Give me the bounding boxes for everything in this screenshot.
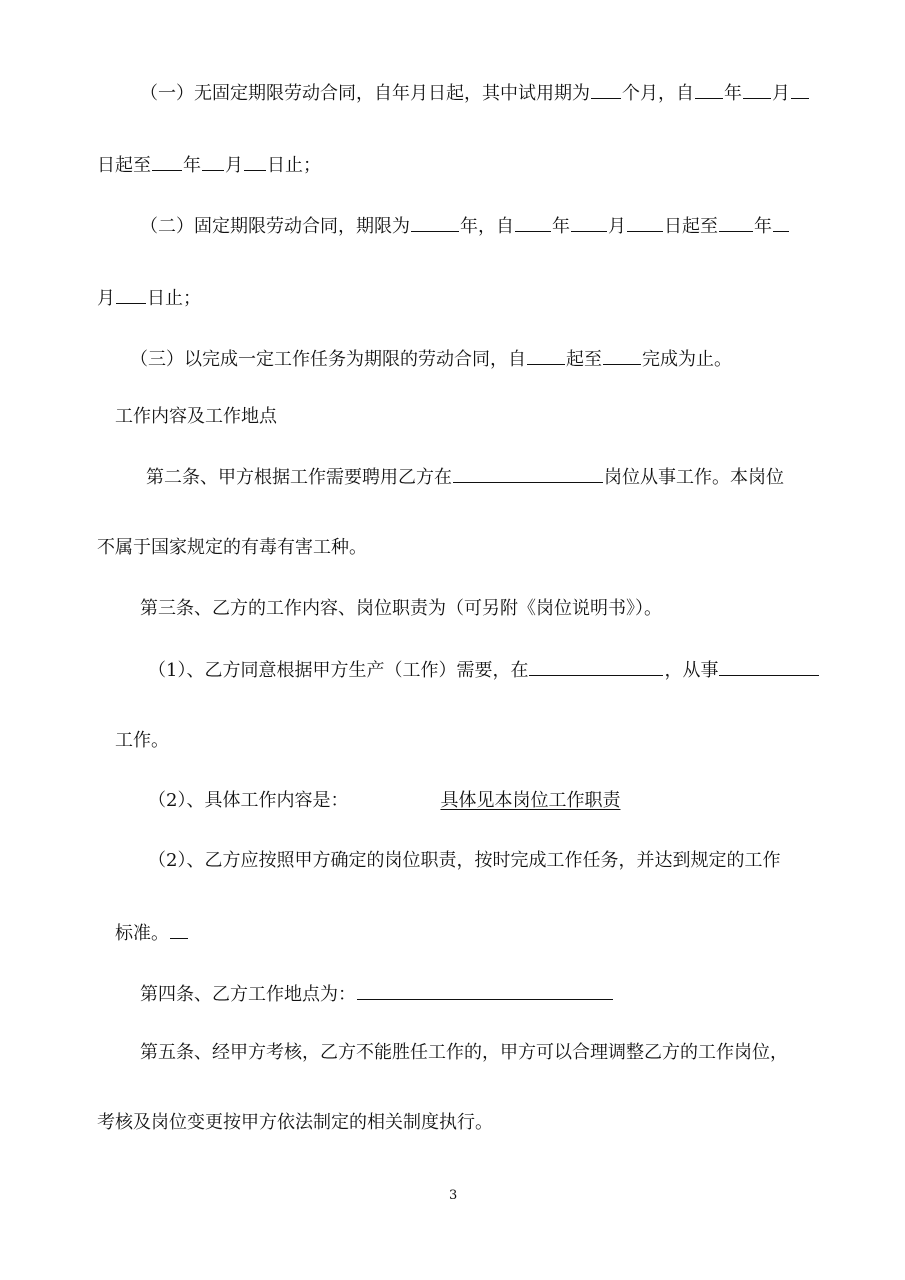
work-type-blank bbox=[719, 657, 819, 676]
end-year-blank bbox=[152, 152, 182, 171]
article-3-item-2b-line-1: （2）、乙方应按照甲方确定的岗位职责，按时完成工作任务，并达到规定的工作 bbox=[148, 850, 781, 871]
clause-term-2-line-1: （二）固定期限劳动合同，期限为 年，自 年 月 日起至 年 bbox=[140, 213, 790, 239]
start-day-blank bbox=[791, 80, 809, 99]
clause-term-3: （三）以完成一定工作任务为期限的劳动合同，自 起至 完成为止。 bbox=[130, 346, 732, 372]
start-month-blank bbox=[743, 80, 771, 99]
end-month-blank bbox=[202, 152, 224, 171]
article-3-item-2b-line-2: 标准。 bbox=[115, 920, 189, 946]
fixed-end-month-blank bbox=[773, 213, 789, 232]
workplace-blank bbox=[357, 981, 613, 1000]
task-end-blank bbox=[603, 346, 641, 365]
clause-term-1-line-2: 日起至 年 月 日止； bbox=[97, 152, 321, 178]
article-3: 第三条、乙方的工作内容、岗位职责为（可另附《岗位说明书》）。 bbox=[140, 598, 662, 619]
article-3-item-1-line-1: （1）、乙方同意根据甲方生产（工作）需要，在 ，从事 bbox=[148, 657, 820, 683]
clause-term-1-line-1: （一）无固定期限劳动合同，自年月日起，其中试用期为 个月，自 年 月 bbox=[140, 80, 810, 106]
term-years-blank bbox=[411, 213, 459, 232]
fixed-end-day-blank bbox=[116, 285, 146, 304]
standard-blank bbox=[170, 920, 188, 939]
fixed-end-year-blank bbox=[719, 213, 753, 232]
work-content-filled: 具体见本岗位工作职责 bbox=[440, 790, 621, 811]
article-4: 第四条、乙方工作地点为： bbox=[140, 981, 614, 1007]
article-3-item-1-line-2: 工作。 bbox=[115, 730, 169, 751]
fixed-start-year-blank bbox=[515, 213, 551, 232]
task-start-blank bbox=[527, 346, 565, 365]
fixed-start-day-blank bbox=[627, 213, 663, 232]
start-year-blank bbox=[695, 80, 723, 99]
end-day-blank bbox=[244, 152, 266, 171]
article-5-line-2: 考核及岗位变更按甲方依法制定的相关制度执行。 bbox=[97, 1112, 493, 1133]
article-2-line-2: 不属于国家规定的有毒有害工种。 bbox=[97, 537, 367, 558]
article-2-line-1: 第二条、甲方根据工作需要聘用乙方在 岗位从事工作。本岗位 bbox=[146, 464, 784, 490]
article-5-line-1: 第五条、经甲方考核，乙方不能胜任工作的，甲方可以合理调整乙方的工作岗位， bbox=[140, 1042, 788, 1063]
probation-months-blank bbox=[591, 80, 621, 99]
fixed-start-month-blank bbox=[571, 213, 607, 232]
page-number: 3 bbox=[449, 1188, 458, 1203]
article-3-item-2: （2）、具体工作内容是： 具体见本岗位工作职责 bbox=[148, 790, 621, 811]
section-heading-work-content: 工作内容及工作地点 bbox=[115, 406, 277, 427]
clause-term-2-line-2: 月 日止； bbox=[97, 285, 201, 311]
position-blank bbox=[453, 464, 603, 483]
work-location-blank bbox=[529, 657, 663, 676]
